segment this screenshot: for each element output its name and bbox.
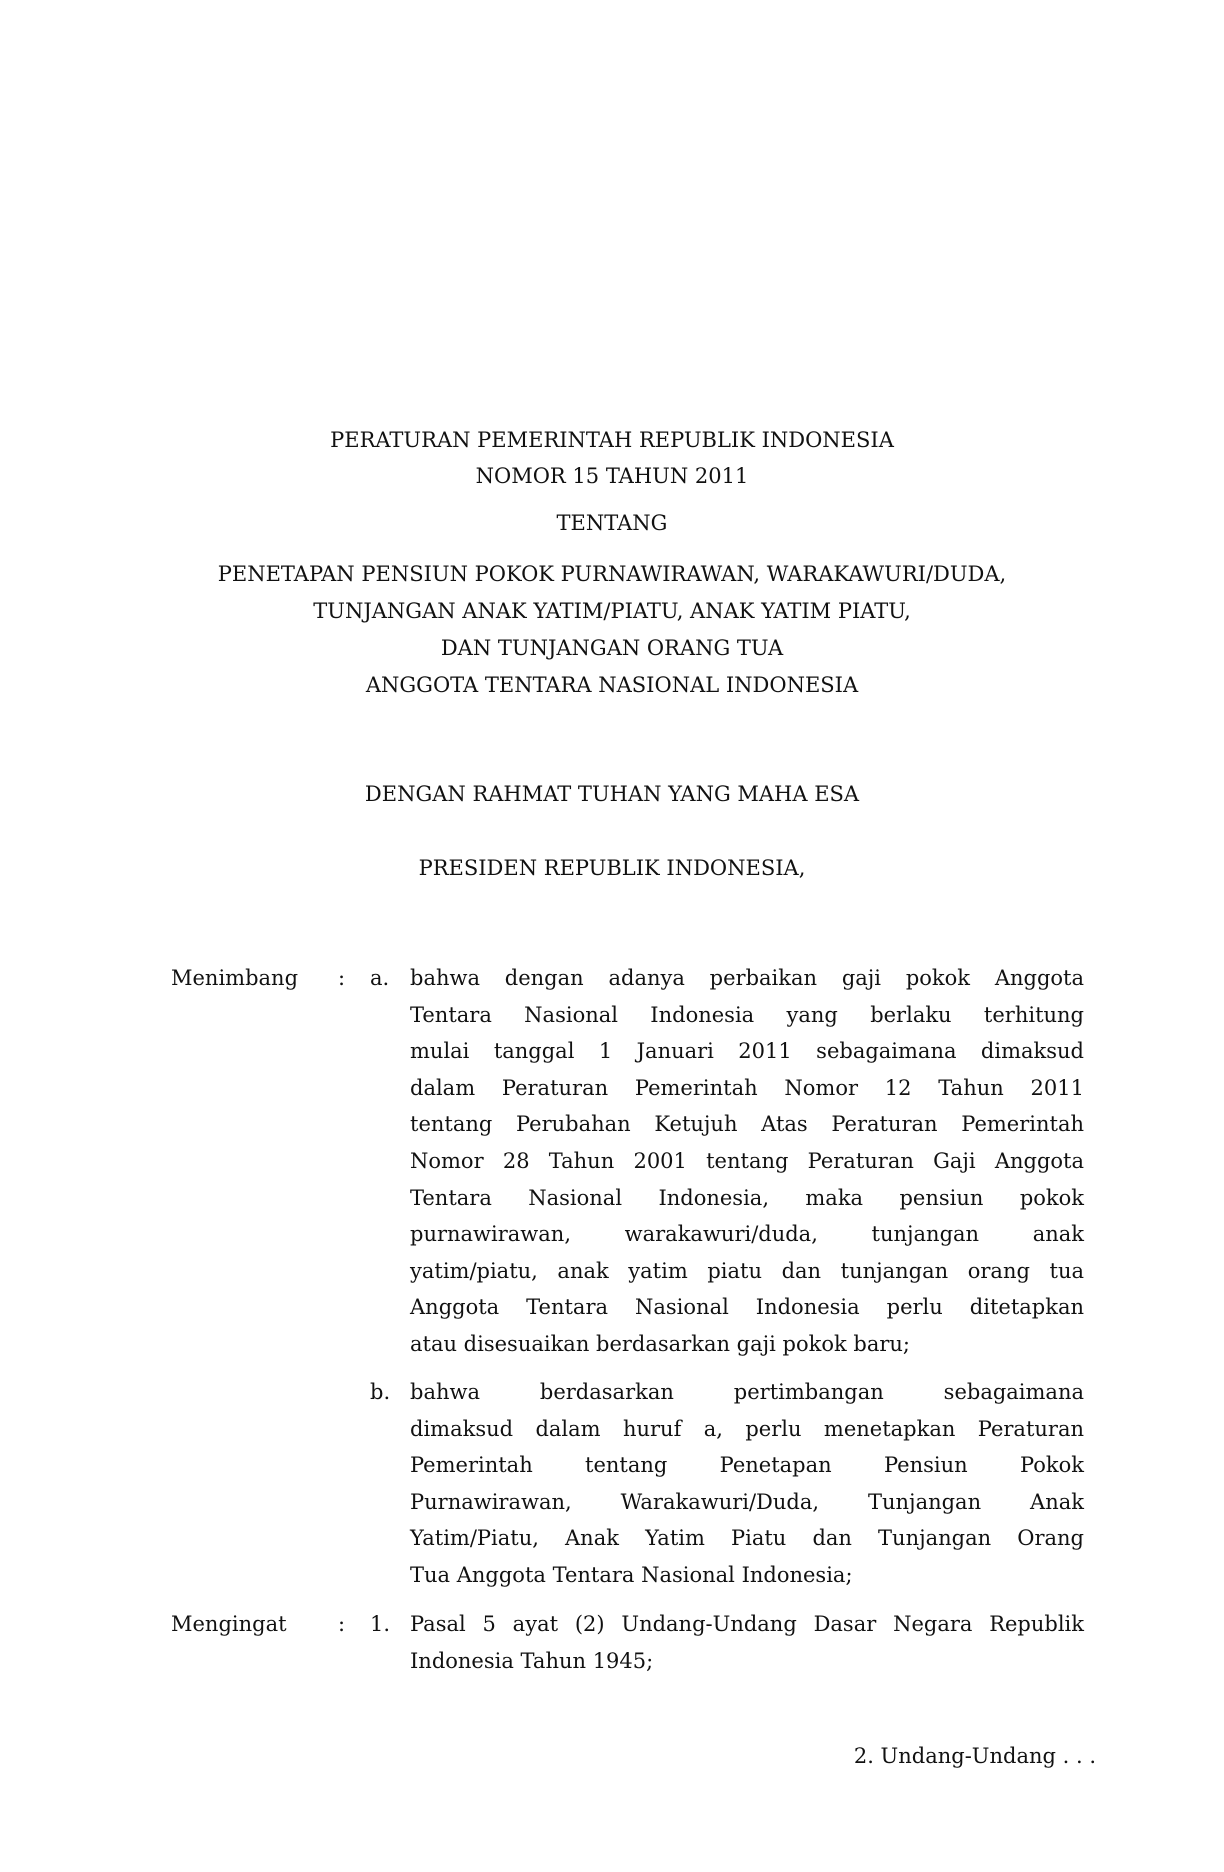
item-b-marker: b.	[370, 1380, 391, 1404]
text-line: atau disesuaikan berdasarkan gaji pokok baru;	[410, 1331, 911, 1356]
text-line: Purnawirawan, Warakawuri/Duda, Tunjangan Anak	[410, 1489, 1084, 1514]
menimbang-label: Menimbang	[171, 966, 299, 990]
item-a-text	[410, 960, 1084, 1363]
text-line: Nomor 28 Tahun 2001 tentang Peraturan Gaji Anggota	[410, 1148, 1084, 1173]
text-line: Pasal 5 ayat (2) Undang-Undang Dasar Negara Republik	[410, 1612, 1084, 1636]
subject-line-2: TUNJANGAN ANAK YATIM/PIATU, ANAK YATIM PIATU,	[313, 599, 911, 623]
text-line: bahwa berdasarkan pertimbangan sebagaimana	[410, 1380, 1084, 1404]
subject-line-4: ANGGOTA TENTARA NASIONAL INDONESIA	[365, 673, 859, 697]
text-line: tentang Perubahan Ketujuh Atas Peraturan Pemerintah	[410, 1112, 1084, 1137]
tentang-heading: TENTANG	[556, 511, 668, 535]
text-line: dimaksud dalam huruf a, perlu menetapkan Peraturan	[410, 1416, 1084, 1441]
mengingat-colon: :	[338, 1612, 346, 1636]
text-line: Tentara Nasional Indonesia, maka pensiun pokok	[410, 1185, 1084, 1210]
text-line: yatim/piatu, anak yatim piatu dan tunjangan orang tua	[410, 1258, 1084, 1283]
mengingat-label: Mengingat	[171, 1612, 287, 1636]
text-line: purnawirawan, warakawuri/duda, tunjangan anak	[410, 1222, 1084, 1247]
item-b-text	[410, 1374, 1084, 1594]
text-line: Yatim/Piatu, Anak Yatim Piatu dan Tunjangan Orang	[410, 1526, 1084, 1551]
subject-line-1: PENETAPAN PENSIUN POKOK PURNAWIRAWAN, WARAKAWURI/DUDA,	[217, 562, 1007, 586]
item-a-marker: a.	[370, 966, 390, 990]
subject-line-3: DAN TUNJANGAN ORANG TUA	[440, 636, 784, 660]
text-line: mulai tanggal 1 Januari 2011 sebagaimana dimaksud	[410, 1039, 1084, 1064]
text-line: Pemerintah tentang Penetapan Pensiun Pokok	[410, 1453, 1084, 1478]
text-line: Tentara Nasional Indonesia yang berlaku terhitung	[410, 1002, 1084, 1027]
title-line-1: PERATURAN PEMERINTAH REPUBLIK INDONESIA	[330, 428, 894, 452]
text-line: Tua Anggota Tentara Nasional Indonesia;	[410, 1562, 853, 1587]
page-continuation: 2. Undang-Undang . . .	[853, 1744, 1096, 1768]
text-line: Anggota Tentara Nasional Indonesia perlu ditetapkan	[410, 1295, 1084, 1320]
text-line: dalam Peraturan Pemerintah Nomor 12 Tahun 2011	[410, 1075, 1084, 1100]
invocation: DENGAN RAHMAT TUHAN YANG MAHA ESA	[364, 782, 860, 806]
text-line: bahwa dengan adanya perbaikan gaji pokok Anggota	[410, 966, 1084, 990]
title-line-2: NOMOR 15 TAHUN 2011	[475, 464, 749, 488]
president-heading: PRESIDEN REPUBLIK INDONESIA,	[418, 856, 806, 880]
item-1-marker: 1.	[370, 1612, 391, 1636]
menimbang-colon: :	[338, 966, 346, 990]
text-line: Indonesia Tahun 1945;	[410, 1648, 654, 1673]
item-1-text	[410, 1606, 1084, 1679]
